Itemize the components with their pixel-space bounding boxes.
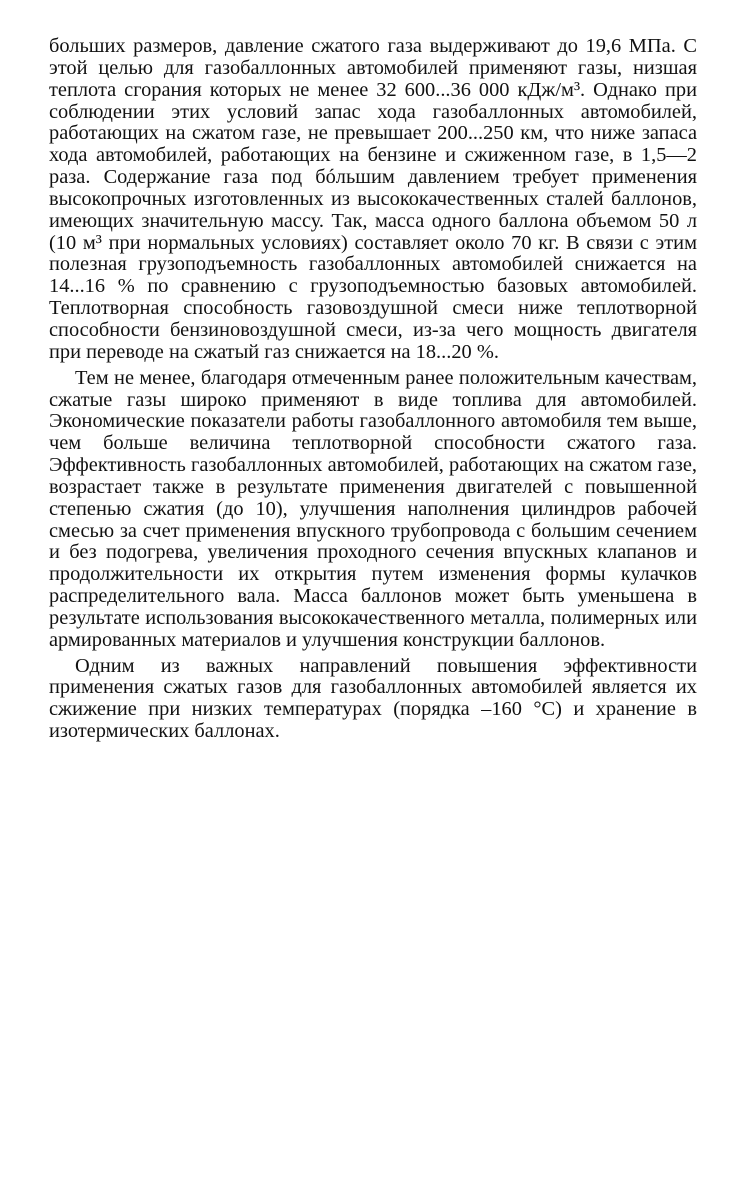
paragraph-1: больших размеров, давление сжатого газа выдерживают до 19,6 МПа. С этой целью для газобаллонных автомобилей применяют газы, низшая теплота сгорания которых не менее 32 600...36 000 кДж/м³. Однако при соблюдении этих условий запас хода газобаллонных автомобилей, работающих на сжатом газе, не превышает 200...250 км, что ниже запаса хода автомобилей, работающих на бензине и сжиженном газе, в 1,5—2 раза. Содержание газа под бóльшим давлением требует применения высокопрочных изготовленных из высококачественных сталей баллонов, имеющих значительную массу. Так, масса одного баллона объемом 50 л (10 м³ при нормальных условиях) составляет около 70 кг. В связи с этим полезная грузоподъемность газобаллонных автомобилей снижается на 14...16 % по сравнению с грузоподъемностью базовых автомобилей. Теплотворная способность газовоздушной смеси ниже теплотворной способности бензиновоздушной смеси, из-за чего мощность двигателя при переводе на сжатый газ снижается на 18...20 %. bbox=[49, 35, 697, 363]
paragraph-2: Тем не менее, благодаря отмеченным ранее положительным качествам, сжатые газы широко применяют в виде топлива для автомобилей. Экономические показатели работы газобаллонного автомобиля тем выше, чем больше величина теплотворной способности сжатого газа. Эффективность газобаллонных автомобилей, работающих на сжатом газе, возрастает также в результате применения двигателей с повышенной степенью сжатия (до 10), улучшения наполнения цилиндров рабочей смесью за счет применения впускного трубопровода с большим сечением и без подогрева, увеличения проходного сечения впускных клапанов и продолжительности их открытия путем изменения формы кулачков распределительного вала. Масса баллонов может быть уменьшена в результате использования высококачественного металла, полимерных или армированных материалов и улучшения конструкции баллонов. bbox=[49, 366, 697, 651]
paragraph-3: Одним из важных направлений повышения эффективности применения сжатых газов для газобаллонных автомобилей является их сжижение при низких температурах (порядка –160 °С) и хранение в изотермических баллонах. bbox=[49, 654, 697, 743]
document-page bbox=[49, 36, 697, 747]
